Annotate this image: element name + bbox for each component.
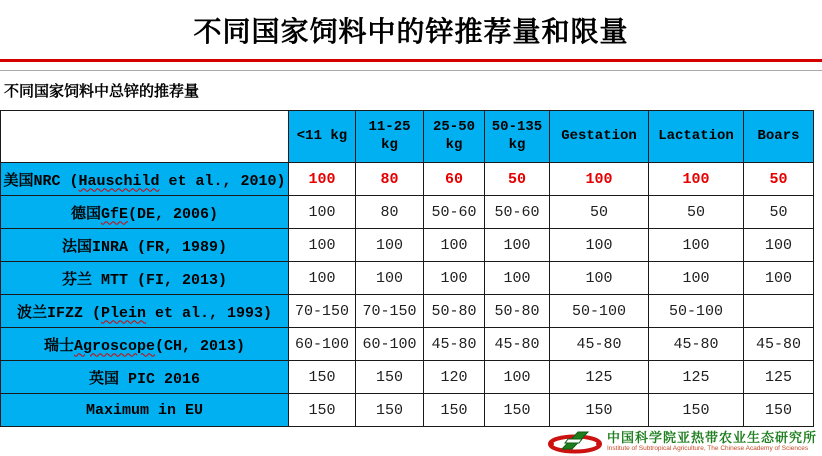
value-cell: 50-60 xyxy=(485,196,550,229)
institute-logo-icon xyxy=(548,429,602,455)
row-label-segment: et al., 2010) xyxy=(159,172,286,190)
row-label-spellcheck-segment: GfE xyxy=(100,205,128,223)
institute-name-cn: 中国科学院亚热带农业生态研究所 xyxy=(606,430,817,446)
row-label xyxy=(1,295,289,328)
institute-logo xyxy=(548,429,817,455)
table-row xyxy=(1,163,814,196)
value-cell: 150 xyxy=(289,361,356,394)
zinc-recommendation-table xyxy=(0,110,814,427)
table-row xyxy=(1,295,814,328)
table-row xyxy=(1,196,814,229)
row-label xyxy=(1,328,289,361)
table-header-lactation: Lactation xyxy=(649,111,744,163)
table-row xyxy=(1,394,814,427)
value-cell: 150 xyxy=(485,394,550,427)
value-cell: 45-80 xyxy=(485,328,550,361)
institute-name-en: Institute of Subtropical Agriculture, The Chinese Academy of Sciences xyxy=(606,445,809,453)
value-cell: 70-150 xyxy=(356,295,424,328)
value-cell: 100 xyxy=(485,262,550,295)
value-cell: 100 xyxy=(744,229,814,262)
row-label-segment: (CH, 2013) xyxy=(155,337,246,355)
value-cell: 45-80 xyxy=(550,328,649,361)
value-cell: 50 xyxy=(485,163,550,196)
row-label xyxy=(1,163,289,196)
row-label-spellcheck-segment: Hauschild xyxy=(78,172,160,190)
row-label-segment: 英国 PIC 2016 xyxy=(88,370,200,388)
table-header-gestation: Gestation xyxy=(550,111,649,163)
value-cell: 50-60 xyxy=(424,196,485,229)
table-row xyxy=(1,328,814,361)
value-cell xyxy=(744,295,814,328)
value-cell: 50-100 xyxy=(649,295,744,328)
value-cell: 100 xyxy=(356,229,424,262)
value-cell: 70-150 xyxy=(289,295,356,328)
value-cell: 50-80 xyxy=(424,295,485,328)
value-cell: 125 xyxy=(649,361,744,394)
value-cell: 80 xyxy=(356,163,424,196)
row-label-segment: et al., 1993) xyxy=(146,304,273,322)
table-row xyxy=(1,262,814,295)
value-cell: 100 xyxy=(424,229,485,262)
title-rule-gray xyxy=(0,70,822,71)
value-cell: 50 xyxy=(744,163,814,196)
table-caption: 不同国家饲料中总锌的推荐量 xyxy=(4,84,200,100)
value-cell: 150 xyxy=(744,394,814,427)
value-cell: 100 xyxy=(485,361,550,394)
value-cell: 150 xyxy=(424,394,485,427)
row-label xyxy=(1,229,289,262)
value-cell: 100 xyxy=(289,229,356,262)
row-label-segment: 德国 xyxy=(70,205,101,223)
row-label xyxy=(1,196,289,229)
value-cell: 100 xyxy=(289,262,356,295)
value-cell: 100 xyxy=(289,163,356,196)
value-cell: 50-100 xyxy=(550,295,649,328)
value-cell: 100 xyxy=(649,163,744,196)
value-cell: 80 xyxy=(356,196,424,229)
value-cell: 125 xyxy=(744,361,814,394)
title-rule-red xyxy=(0,59,822,62)
value-cell: 100 xyxy=(649,229,744,262)
row-label-segment: 法国INRA (FR, 1989) xyxy=(61,238,228,256)
value-cell: 150 xyxy=(649,394,744,427)
value-cell: 100 xyxy=(744,262,814,295)
table-header-11-25kg: 11-25 kg xyxy=(356,111,424,163)
value-cell: 100 xyxy=(550,262,649,295)
value-cell: 60-100 xyxy=(289,328,356,361)
value-cell: 100 xyxy=(289,196,356,229)
value-cell: 125 xyxy=(550,361,649,394)
value-cell: 45-80 xyxy=(649,328,744,361)
value-cell: 100 xyxy=(649,262,744,295)
value-cell: 45-80 xyxy=(744,328,814,361)
row-label-segment: 美国NRC ( xyxy=(3,172,79,190)
value-cell: 100 xyxy=(550,163,649,196)
row-label xyxy=(1,361,289,394)
value-cell: 150 xyxy=(550,394,649,427)
value-cell: 45-80 xyxy=(424,328,485,361)
value-cell: 50-80 xyxy=(485,295,550,328)
value-cell: 50 xyxy=(649,196,744,229)
table-header-corner xyxy=(1,111,289,163)
value-cell: 150 xyxy=(289,394,356,427)
table-row xyxy=(1,229,814,262)
table-header-25-50kg: 25-50 kg xyxy=(424,111,485,163)
row-label-spellcheck-segment: Agroscope xyxy=(73,337,155,355)
value-cell: 120 xyxy=(424,361,485,394)
row-label-spellcheck-segment: Plein xyxy=(100,304,146,322)
row-label xyxy=(1,394,289,427)
table-header-boars: Boars xyxy=(744,111,814,163)
row-label-segment: 波兰IFZZ ( xyxy=(16,304,101,322)
row-label-segment: (DE, 2006) xyxy=(128,205,219,223)
value-cell: 60-100 xyxy=(356,328,424,361)
value-cell: 150 xyxy=(356,361,424,394)
table-header-50-135kg: 50-135 kg xyxy=(485,111,550,163)
value-cell: 50 xyxy=(744,196,814,229)
value-cell: 150 xyxy=(356,394,424,427)
page-title: 不同国家饲料中的锌推荐量和限量 xyxy=(193,16,629,47)
table-row xyxy=(1,361,814,394)
value-cell: 100 xyxy=(356,262,424,295)
row-label-segment: Maximum in EU xyxy=(85,401,204,419)
value-cell: 50 xyxy=(550,196,649,229)
value-cell: 100 xyxy=(424,262,485,295)
value-cell: 100 xyxy=(550,229,649,262)
row-label-segment: 瑞士 xyxy=(43,337,74,355)
table-header-lt11kg: <11 kg xyxy=(289,111,356,163)
table-header-row xyxy=(1,111,814,163)
row-label xyxy=(1,262,289,295)
value-cell: 60 xyxy=(424,163,485,196)
row-label-segment: 芬兰 MTT (FI, 2013) xyxy=(61,271,228,289)
value-cell: 100 xyxy=(485,229,550,262)
